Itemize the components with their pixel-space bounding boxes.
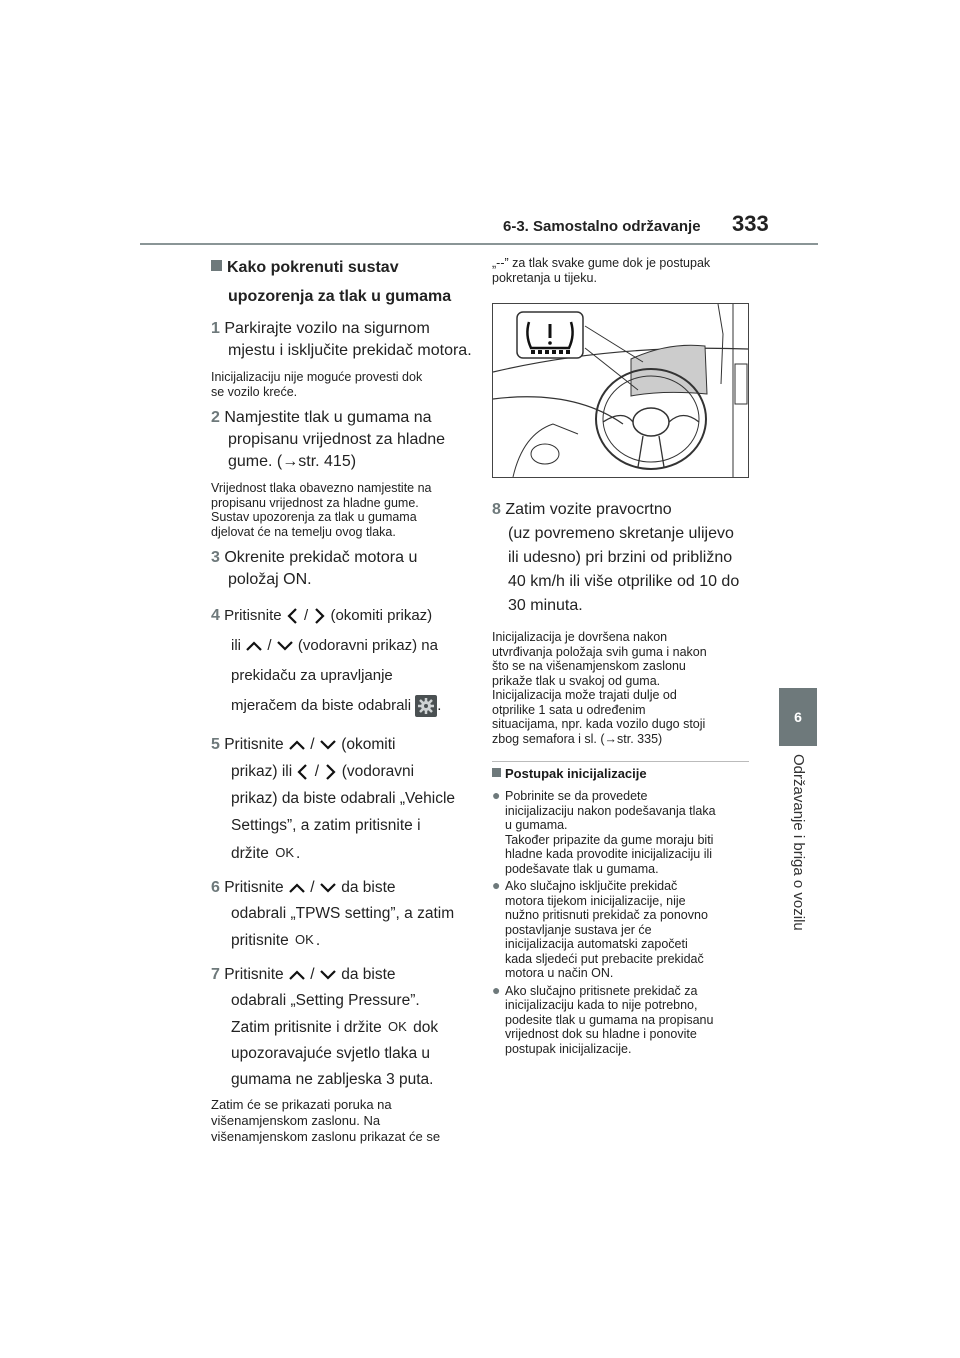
chevron-left-icon — [286, 607, 300, 625]
step-2: 2 Namjestite tlak u gumama na propisanu vrijednost za hladne gume. (→str. 415) — [211, 409, 446, 470]
note-7: Zatim će se prikazati poruka na višenamjenskom zaslonu. Na višenamjenskom zaslonu prikazat će se — [211, 1097, 441, 1144]
left-column — [211, 256, 481, 1145]
subsection-heading: Postupak inicijalizacije — [492, 766, 754, 782]
page-number: 333 — [732, 211, 769, 236]
right-column-bottom — [492, 766, 754, 1056]
heading-square-icon — [211, 260, 222, 271]
step-3: 3 Okrenite prekidač motora u položaj ON. — [211, 549, 418, 588]
dashboard-illustration — [492, 303, 749, 478]
chevron-up-icon — [288, 739, 306, 751]
section-title: 6-3. Samostalno održavanje — [503, 218, 701, 235]
chevron-down-icon — [276, 640, 294, 652]
bullet-dot-icon: ● — [492, 787, 501, 803]
step-7: 7 Pritisnite / da biste odabrali „Setting Pressure”. Zatim pritisnite i držite OK dok upozoravajuće svjetlo tlaka u gumama ne zabljeska 3 puta. — [211, 966, 439, 1088]
step-8: 8 Zatim vozite pravocrtno (uz povremeno skretanje ulijevo ili udesno) pri brzini od približno 40 km/h ili više otprilike od 10 do 30 minuta. — [492, 501, 740, 614]
step-6: 6 Pritisnite / da biste odabrali „TPWS setting”, a zatim pritisnite OK . — [211, 875, 481, 954]
section-heading: Kako pokrenuti sustav — [211, 256, 481, 280]
note-1: Inicijalizaciju nije moguće provesti dok se vozilo kreće. — [211, 370, 423, 399]
chevron-right-icon — [323, 763, 337, 781]
ok-button-icon: OK — [275, 845, 295, 860]
subsection-divider — [492, 761, 749, 762]
note-2: Vrijednost tlaka obavezno namjestite na propisanu vrijednost za hladne gume. Sustav upozorenja za tlak u gumama djelovat će na temelju ovog tlaka. — [211, 481, 432, 539]
right-column — [492, 498, 754, 746]
chapter-title-vertical: Održavanje i briga o vozilu — [790, 754, 807, 931]
chevron-right-icon — [312, 607, 326, 625]
ok-button-icon: OK — [295, 932, 314, 947]
bullet-2: ● Ako slučajno isključite prekidač motora tijekom inicijalizacije, nije nužno pritisnuti prekidač za ponovno postavljanje sustava jer će inicijalizacija automatski započeti kada sljedeći put prebacite prekidač motora u način ON. — [492, 877, 708, 980]
chevron-down-icon — [319, 969, 337, 981]
chevron-down-icon — [319, 739, 337, 751]
gear-settings-icon — [415, 695, 437, 717]
note-7-continued: „--” za tlak svake gume dok je postupak pokretanja u tijeku. — [492, 256, 711, 285]
step-1: 1 Parkirajte vozilo na sigurnom mjestu i isključite prekidač motora. — [211, 320, 472, 359]
chevron-up-icon — [288, 969, 306, 981]
step-4: 4 Pritisnite / (okomiti prikaz) ili / (vodoravni prikaz) na prekidaču za upravljanje mjeračem da biste odabrali . — [211, 601, 481, 721]
chevron-up-icon — [245, 640, 263, 652]
right-column-top — [492, 256, 754, 285]
bullet-dot-icon: ● — [492, 877, 501, 893]
step-5: 5 Pritisnite / (okomiti prikaz) ili / (vodoravni prikaz) da biste odabrali „Vehicle Settings”, a zatim pritisnite i držite OK . — [211, 731, 481, 867]
heading-square-icon — [492, 768, 501, 777]
header-divider — [140, 243, 818, 245]
chevron-up-icon — [288, 882, 306, 894]
bullet-3: ● Ako slučajno pritisnete prekidač za inicijalizaciju kada to nije potrebno, podesite tlak u gumama na propisanu vrijednost dok su hladne i ponovite postupak inicijalizacije. — [492, 981, 714, 1056]
ok-button-icon: OK — [388, 1019, 407, 1034]
section-heading-line2: upozorenja za tlak u gumama — [228, 288, 452, 305]
chevron-down-icon — [319, 882, 337, 894]
chevron-left-icon — [296, 763, 310, 781]
bullet-dot-icon: ● — [492, 981, 501, 998]
chapter-tab: 6 — [779, 688, 817, 746]
bullet-1: ● Pobrinite se da provedete inicijalizaciju nakon podešavanja tlaka u gumama. Također pripazite da gume moraju biti hladne kada provodite inicijalizaciju ili podešavate tlak u gumama. — [492, 787, 716, 876]
note-8: Inicijalizacija je dovršena nakon utvrđivanja položaja svih guma i nakon što se na višenamjenskom zaslonu prikaže tlak u svakoj od guma. Inicijalizacija može trajati dulje od otprilike 1 sata u određenim situacijama, npr. kada vozilo dugo stoji zbog semafora i sl. (→str. 335) — [492, 630, 707, 746]
